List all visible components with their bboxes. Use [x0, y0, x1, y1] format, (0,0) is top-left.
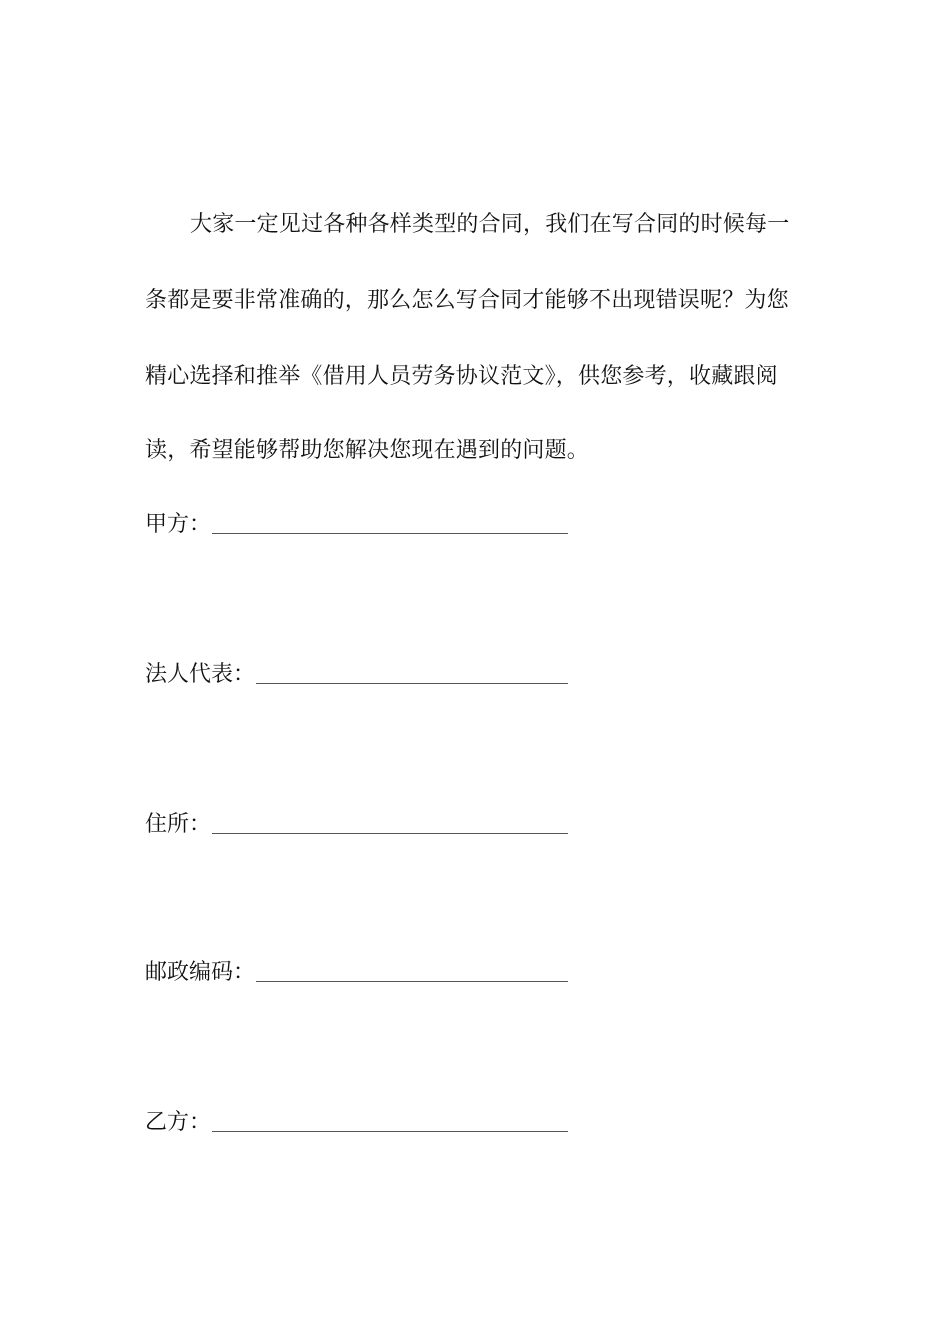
party-a-blank-line [212, 533, 568, 534]
intro-line-4: 读，希望能够帮助您解决您现在遇到的问题。 [145, 438, 590, 463]
postal-code-blank-line [256, 981, 568, 982]
address-label: 住所： [145, 812, 212, 837]
address-blank-line [212, 833, 568, 834]
party-b-blank-line [212, 1131, 568, 1132]
postal-code-label: 邮政编码： [145, 960, 256, 985]
intro-line-3: 精心选择和推举《借用人员劳务协议范文》，供您参考，收藏跟阅 [145, 364, 778, 389]
legal-representative-label: 法人代表： [145, 662, 256, 687]
intro-line-2: 条都是要非常准确的，那么怎么写合同才能够不出现错误呢？为您 [145, 288, 789, 313]
party-a-label: 甲方： [145, 512, 212, 537]
party-b-label: 乙方： [145, 1110, 212, 1135]
legal-representative-blank-line [256, 683, 568, 684]
intro-line-1: 大家一定见过各种各样类型的合同，我们在写合同的时候每一 [190, 212, 790, 237]
